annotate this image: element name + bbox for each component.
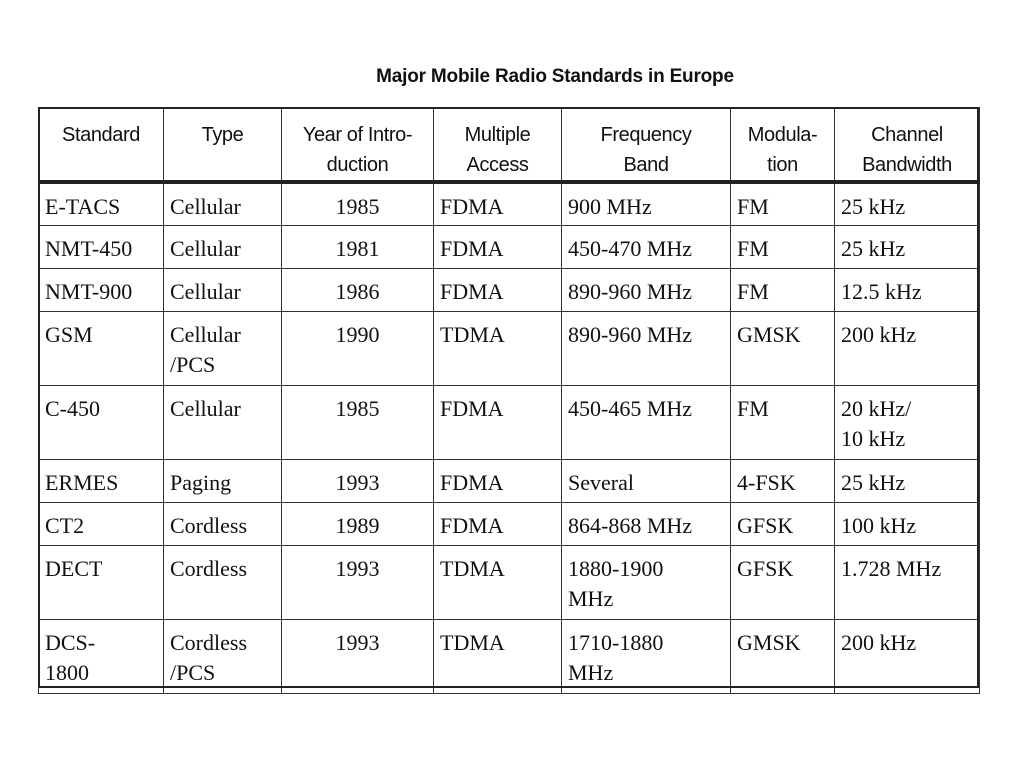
cell-year: 1993 [282,459,434,502]
cell-band: 890-960 MHz [562,268,731,311]
cell-year: 1990 [282,311,434,385]
cell-year: 1993 [282,545,434,619]
cell-bandwidth: 1.728 MHz [835,545,980,619]
cell-year: 1981 [282,225,434,268]
cell-standard: E-TACS [39,182,164,225]
cell-bandwidth: 25 kHz [835,459,980,502]
cell-modulation: GMSK [731,311,835,385]
cell-band: 864-868 MHz [562,502,731,545]
cell-standard: GSM [39,311,164,385]
cell-bandwidth: 200 kHz [835,619,980,693]
cell-standard: DECT [39,545,164,619]
cell-bandwidth: 20 kHz/ 10 kHz [835,385,980,459]
cell-type: Cellular /PCS [164,311,282,385]
cell-bandwidth: 25 kHz [835,182,980,225]
cell-standard: C-450 [39,385,164,459]
table-frame [38,107,979,688]
cell-type: Cellular [164,385,282,459]
cell-type: Cellular [164,225,282,268]
cell-type: Paging [164,459,282,502]
cell-type: Cordless /PCS [164,619,282,693]
cell-year: 1993 [282,619,434,693]
cell-band: 900 MHz [562,182,731,225]
cell-year: 1986 [282,268,434,311]
cell-access: FDMA [434,268,562,311]
cell-type: Cordless [164,502,282,545]
cell-access: FDMA [434,182,562,225]
cell-year: 1989 [282,502,434,545]
table-title: Major Mobile Radio Standards in Europe [376,66,734,87]
cell-access: FDMA [434,502,562,545]
column-header-channel-bandwidth: Channel Bandwidth [835,108,980,183]
column-header-year: Year of Intro- duction [282,108,434,183]
cell-bandwidth: 12.5 kHz [835,268,980,311]
cell-access: TDMA [434,311,562,385]
cell-access: TDMA [434,619,562,693]
cell-year: 1985 [282,385,434,459]
cell-year: 1985 [282,182,434,225]
column-header-frequency-band: Frequency Band [562,108,731,183]
cell-band: 1880-1900 MHz [562,545,731,619]
cell-band: 1710-1880 MHz [562,619,731,693]
cell-modulation: GMSK [731,619,835,693]
cell-bandwidth: 25 kHz [835,225,980,268]
cell-modulation: FM [731,385,835,459]
cell-type: Cordless [164,545,282,619]
cell-band: 890-960 MHz [562,311,731,385]
column-header-type: Type [164,108,282,183]
cell-bandwidth: 200 kHz [835,311,980,385]
cell-standard: NMT-450 [39,225,164,268]
column-header-multiple-access: Multiple Access [434,108,562,183]
cell-modulation: 4-FSK [731,459,835,502]
cell-access: FDMA [434,385,562,459]
cell-band: 450-465 MHz [562,385,731,459]
cell-standard: DCS- 1800 [39,619,164,693]
cell-standard: ERMES [39,459,164,502]
cell-access: TDMA [434,545,562,619]
cell-modulation: GFSK [731,545,835,619]
cell-standard: NMT-900 [39,268,164,311]
cell-standard: CT2 [39,502,164,545]
cell-band: 450-470 MHz [562,225,731,268]
cell-band: Several [562,459,731,502]
cell-type: Cellular [164,268,282,311]
cell-bandwidth: 100 kHz [835,502,980,545]
cell-modulation: GFSK [731,502,835,545]
cell-modulation: FM [731,182,835,225]
cell-modulation: FM [731,225,835,268]
cell-modulation: FM [731,268,835,311]
cell-access: FDMA [434,225,562,268]
cell-type: Cellular [164,182,282,225]
cell-access: FDMA [434,459,562,502]
column-header-standard: Standard [39,108,164,183]
column-header-modulation: Modula- tion [731,108,835,183]
